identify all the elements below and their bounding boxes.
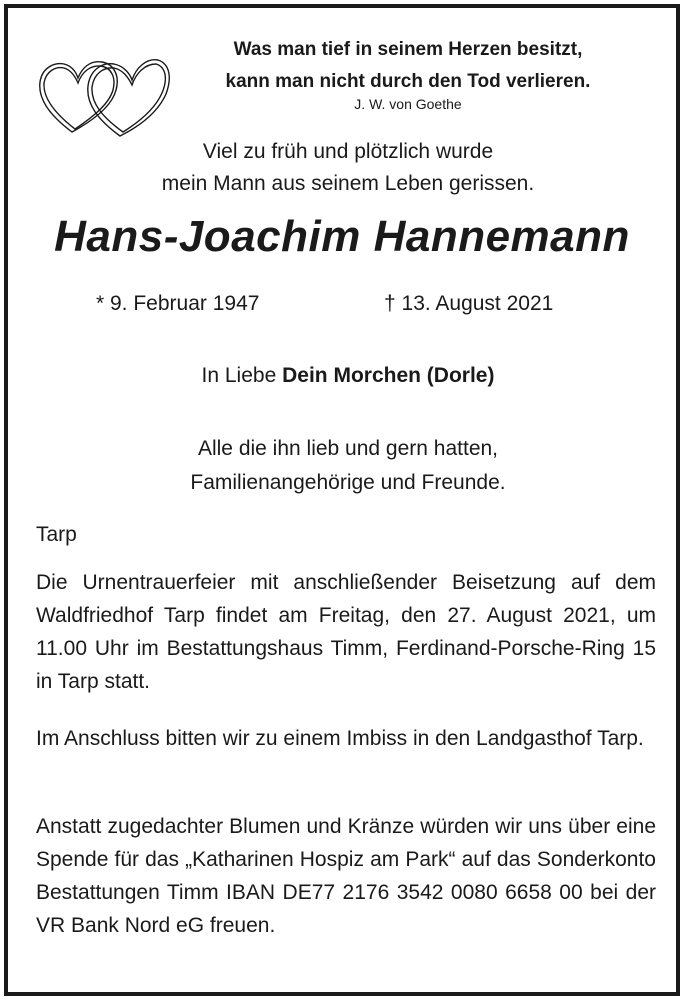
two-hearts-icon — [34, 46, 170, 140]
reception-paragraph: Im Anschluss bitten wir zu einem Imbiss in den Landgasthof Tarp. — [36, 727, 644, 750]
birth-date: * 9. Februar 1947 — [96, 292, 260, 315]
intro-line-1: Viel zu früh und plötzlich wurde — [202, 140, 494, 163]
death-date: † 13. August 2021 — [384, 292, 554, 315]
quote-line-2: kann man nicht durch den Tod verlieren. — [225, 71, 591, 92]
donation-paragraph: Anstatt zugedachter Blumen und Kränze würden wir uns über eine Spende für das „Katharinen Hospiz am Park“ auf das Sonderkonto Bestattungen Timm IBAN DE77 2176 3542 0080 6658 00 bei der VR Bank Nord eG freuen. — [36, 815, 656, 937]
deceased-name: Hans-Joachim Hannemann — [54, 212, 630, 261]
mourners-line-1: Alle die ihn lieb und gern hatten, — [197, 437, 499, 460]
quote-line-1: Was man tief in seinem Herzen besitzt, — [233, 39, 583, 60]
obituary-notice — [4, 4, 680, 996]
mourners — [48, 432, 648, 500]
place: Tarp — [36, 523, 77, 546]
love-prefix: In Liebe — [201, 364, 277, 387]
love-name: Dein Morchen (Dorle) — [282, 364, 495, 387]
quote — [168, 34, 648, 98]
quote-author: J. W. von Goethe — [354, 96, 462, 112]
mourners-line-2: Familienangehörige und Freunde. — [190, 471, 506, 494]
love-line — [48, 364, 648, 388]
intro-line-2: mein Mann aus seinem Leben gerissen. — [161, 172, 535, 195]
intro-text — [48, 136, 648, 200]
ceremony-paragraph: Die Urnentrauerfeier mit anschließender Beisetzung auf dem Waldfriedhof Tarp findet am Freitag, den 27. August 2021, um 11.00 Uhr im Bestattungshaus Timm, Ferdinand-Porsche-Ring 15 in Tarp statt. — [36, 571, 656, 693]
